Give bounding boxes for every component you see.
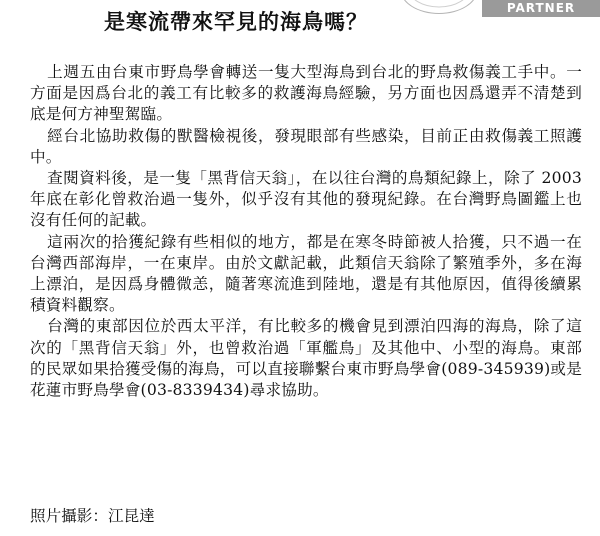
paragraph: 台灣的東部因位於西太平洋，有比較多的機會見到漂泊四海的海鳥，除了這次的「黑背信天翁」外，也曾救治過「軍艦鳥」及其他中、小型的海鳥。東部的民眾如果拾獲受傷的海鳥，可以直接聯繫台東市野鳥學會(089-345939)或是花蓮市野鳥學會(03-8339434)尋求協助。 bbox=[30, 317, 582, 400]
seal-graphic bbox=[401, 0, 477, 13]
photo-credit: 照片攝影：江昆達 bbox=[30, 507, 155, 525]
partner-badge: PARTNER bbox=[482, 0, 600, 17]
article-body bbox=[30, 62, 582, 401]
article-title: 是寒流帶來罕見的海鳥嗎？ bbox=[104, 10, 368, 34]
paragraph: 上週五由台東市野鳥學會轉送一隻大型海鳥到台北的野鳥救傷義工手中。一方面是因爲台北的義工有比較多的救護海鳥經驗，另方面也因爲還弄不清楚到底是何方神聖駕臨。 bbox=[30, 63, 582, 124]
society-seal-logo bbox=[400, 0, 478, 14]
paragraph: 經台北協助救傷的獸醫檢視後，發現眼部有些感染，目前正由救傷義工照護中。 bbox=[30, 126, 582, 166]
paragraph: 查閱資料後，是一隻「黑背信天翁」，在以往台灣的鳥類紀錄上，除了 2003 年底在彰化曾救治過一隻外，似乎沒有其他的發現紀錄。在台灣野鳥圖鑑上也沒有任何的記載。 bbox=[30, 169, 582, 230]
paragraph: 這兩次的拾獲紀錄有些相似的地方，都是在寒冬時節被人拾獲，只不過一在台灣西部海岸，一在東岸。由於文獻記載，此類信天翁除了繁殖季外，多在海上漂泊，是因爲身體微恙，隨著寒流進到陸地，還是有其他原因，值得後續累積資料觀察。 bbox=[30, 232, 582, 315]
